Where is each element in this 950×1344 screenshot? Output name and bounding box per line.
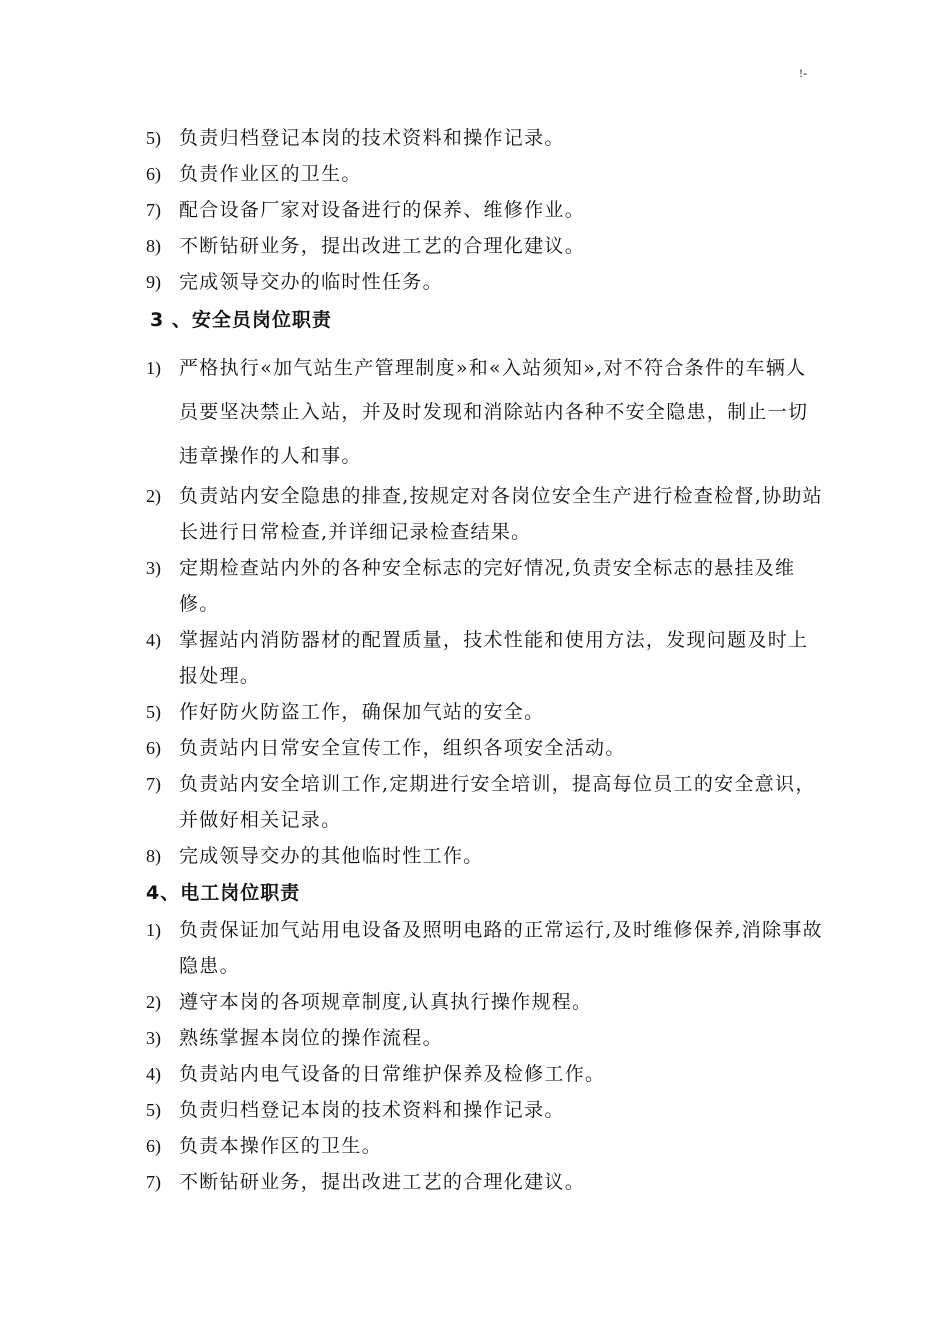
item-text: 不断钻研业务，提出改进工艺的合理化建议。 bbox=[179, 235, 586, 257]
list-item bbox=[146, 766, 826, 838]
item-text: 遵守本岗的各项规章制度,认真执行操作规程。 bbox=[179, 991, 593, 1013]
item-text: 负责本操作区的卫生。 bbox=[179, 1135, 383, 1157]
list-item bbox=[146, 192, 826, 228]
item-text: 定期检查站内外的各种安全标志的完好情况,负责安全标志的悬挂及维修。 bbox=[179, 557, 796, 615]
item-text: 负责归档登记本岗的技术资料和操作记录。 bbox=[179, 127, 565, 149]
list-item bbox=[146, 838, 826, 874]
electrician-duties bbox=[146, 912, 826, 1200]
list-item bbox=[146, 984, 826, 1020]
page-mark: !- bbox=[799, 66, 807, 80]
item-number: 8) bbox=[146, 846, 161, 866]
list-item bbox=[146, 550, 826, 622]
item-text: 作好防火防盗工作，确保加气站的安全。 bbox=[179, 701, 545, 723]
item-text: 负责保证加气站用电设备及照明电路的正常运行,及时维修保养,消除事故隐患。 bbox=[179, 919, 823, 977]
list-item bbox=[146, 228, 826, 264]
item-number: 1) bbox=[146, 920, 161, 940]
item-number: 7) bbox=[146, 1172, 161, 1192]
item-text: 配合设备厂家对设备进行的保养、维修作业。 bbox=[179, 199, 586, 221]
list-item bbox=[146, 1164, 826, 1200]
item-text: 熟练掌握本岗位的操作流程。 bbox=[179, 1027, 443, 1049]
item-number: 6) bbox=[146, 1136, 161, 1156]
item-number: 7) bbox=[146, 200, 161, 220]
item-text: 负责归档登记本岗的技术资料和操作记录。 bbox=[179, 1099, 565, 1121]
list-item bbox=[146, 346, 826, 478]
list-item bbox=[146, 1092, 826, 1128]
list-item bbox=[146, 156, 826, 192]
list-item bbox=[146, 694, 826, 730]
section-heading-electrician: 4、电工岗位职责 bbox=[146, 882, 301, 904]
item-text: 掌握站内消防器材的配置质量，技术性能和使用方法，发现问题及时上报处理。 bbox=[179, 629, 809, 687]
item-number: 5) bbox=[146, 702, 161, 722]
item-number: 8) bbox=[146, 236, 161, 256]
item-number: 3) bbox=[146, 1028, 161, 1048]
item-number: 2) bbox=[146, 486, 161, 506]
item-number: 5) bbox=[146, 1100, 161, 1120]
item-number: 4) bbox=[146, 630, 161, 650]
item-text: 严格执行«加气站生产管理制度»和«入站须知»,对不符合条件的车辆人员要坚决禁止入站，并及时发现和消除站内各种不安全隐患，制止一切违章操作的人和事。 bbox=[179, 357, 809, 467]
item-number: 7) bbox=[146, 774, 161, 794]
list-item bbox=[146, 730, 826, 766]
list-item bbox=[146, 622, 826, 694]
section-heading-safety-officer: 3 、安全员岗位职责 bbox=[150, 309, 332, 331]
list-item bbox=[146, 1056, 826, 1092]
item-number: 3) bbox=[146, 558, 161, 578]
item-number: 9) bbox=[146, 272, 161, 292]
list-item bbox=[146, 912, 826, 984]
item-text: 负责站内安全培训工作,定期进行安全培训，提高每位员工的安全意识，并做好相关记录。 bbox=[179, 773, 816, 831]
list-item bbox=[146, 120, 826, 156]
item-number: 6) bbox=[146, 164, 161, 184]
item-text: 完成领导交办的临时性任务。 bbox=[179, 271, 443, 293]
list-continued bbox=[146, 120, 826, 300]
list-item bbox=[146, 1020, 826, 1056]
item-text: 负责站内电气设备的日常维护保养及检修工作。 bbox=[179, 1063, 606, 1085]
list-item bbox=[146, 478, 826, 550]
safety-officer-duties bbox=[146, 346, 826, 874]
document-body bbox=[146, 120, 826, 1200]
list-item bbox=[146, 264, 826, 300]
item-text: 负责作业区的卫生。 bbox=[179, 163, 362, 185]
item-text: 不断钻研业务，提出改进工艺的合理化建议。 bbox=[179, 1171, 586, 1193]
item-number: 6) bbox=[146, 738, 161, 758]
item-text: 负责站内安全隐患的排查,按规定对各岗位安全生产进行检查检督,协助站长进行日常检查,并详细记录检查结果。 bbox=[179, 485, 823, 543]
item-number: 2) bbox=[146, 992, 161, 1012]
item-text: 完成领导交办的其他临时性工作。 bbox=[179, 845, 484, 867]
item-text: 负责站内日常安全宣传工作，组织各项安全活动。 bbox=[179, 737, 626, 759]
item-number: 1) bbox=[146, 358, 161, 378]
item-number: 4) bbox=[146, 1064, 161, 1084]
item-number: 5) bbox=[146, 128, 161, 148]
list-item bbox=[146, 1128, 826, 1164]
